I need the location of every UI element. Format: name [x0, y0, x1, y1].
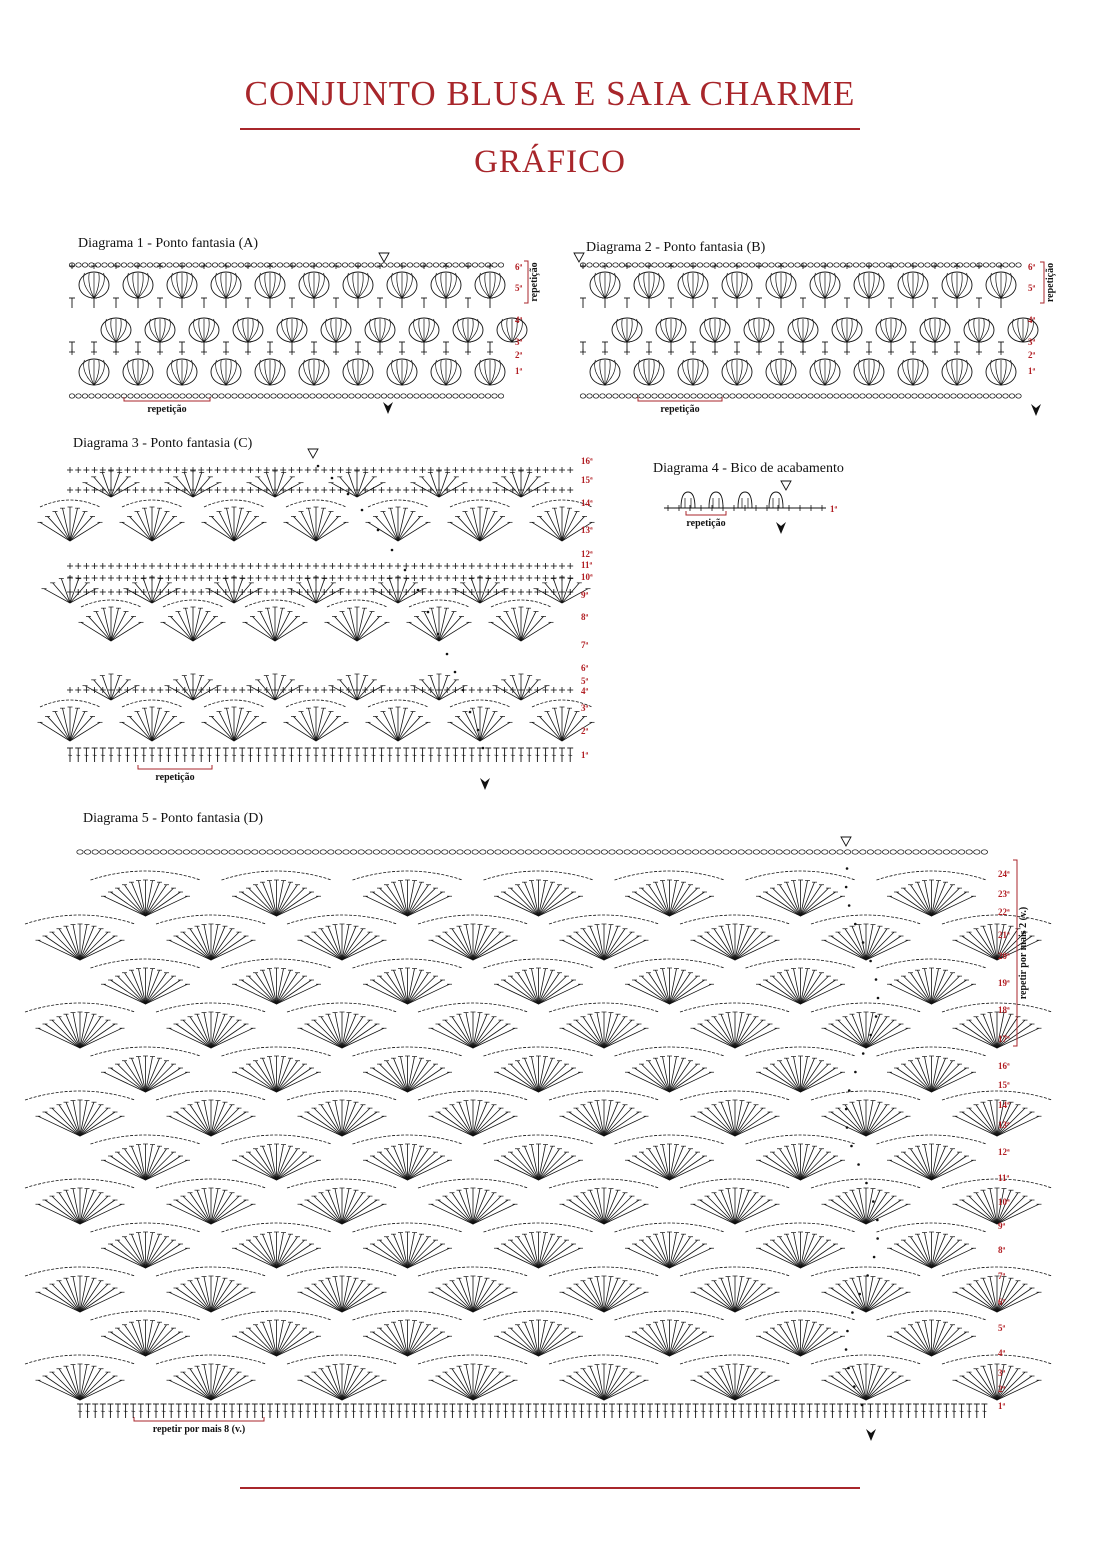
diagram-5-row-label-2: 2ª: [998, 1384, 1006, 1394]
diagram-2: [574, 253, 1056, 416]
diagram-5-label: Diagrama 5 - Ponto fantasia (D): [83, 811, 263, 826]
diagram-4-row-label-1: 1ª: [830, 504, 838, 514]
diagram-3-row-label-1: 1ª: [581, 750, 589, 760]
diagram-1-repeat-side-label: repetição: [529, 262, 540, 302]
diagram-2-row-label-6: 6ª: [1028, 262, 1036, 272]
diagram-5-row-label-20: 20ª: [998, 951, 1010, 961]
end-arrow-icon: [841, 837, 851, 846]
diagram-2-repeat-side-label: repetição: [1045, 262, 1056, 303]
diagram-5-row-label-13: 13ª: [998, 1120, 1010, 1130]
diagram-5-row-label-16: 16ª: [998, 1061, 1010, 1071]
start-arrow-icon: [776, 522, 786, 534]
diagram-5-row-label-14: 14ª: [998, 1100, 1010, 1110]
diagram-5-row-label-5: 5ª: [998, 1323, 1006, 1333]
diagram-5-row-label-7: 7ª: [998, 1271, 1006, 1281]
diagram-5-row-label-10: 10ª: [998, 1197, 1010, 1207]
diagram-2-repeat-bottom-label: repetição: [660, 404, 700, 415]
diagram-1-row-label-4: 4ª: [515, 315, 523, 325]
diagram-3-row-label-15: 15ª: [581, 475, 593, 485]
diagram-3-label: Diagrama 3 - Ponto fantasia (C): [73, 436, 253, 451]
diagram-3-row-label-7: 7ª: [581, 640, 589, 650]
diagram-5-row-label-3: 3ª: [998, 1368, 1006, 1378]
diagram-5-row-label-15: 15ª: [998, 1080, 1010, 1090]
diagram-3-row-label-10: 10ª: [581, 572, 593, 582]
diagram-3-row-label-8: 8ª: [581, 612, 589, 622]
diagram-3-row-label-14: 14ª: [581, 498, 593, 508]
diagram-5-row-label-6: 6ª: [998, 1297, 1006, 1307]
diagram-4: [664, 481, 838, 534]
diagram-5-row-label-22: 22ª: [998, 907, 1010, 917]
diagram-5-row-label-4: 4ª: [998, 1348, 1006, 1358]
diagram-1-row-label-5: 5ª: [515, 283, 523, 293]
diagram-2-row-label-2: 2ª: [1028, 350, 1036, 360]
page-subtitle: GRÁFICO: [474, 144, 626, 180]
end-arrow-icon: [308, 449, 318, 458]
diagram-5-row-label-18: 18ª: [998, 1005, 1010, 1015]
diagram-1-row-label-2: 2ª: [515, 350, 523, 360]
diagram-1-row-label-6: 6ª: [515, 262, 523, 272]
diagram-1-row-label-1: 1ª: [515, 366, 523, 376]
diagram-1-label: Diagrama 1 - Ponto fantasia (A): [78, 236, 258, 251]
diagram-5-row-label-19: 19ª: [998, 978, 1010, 988]
diagram-3-row-label-16: 16ª: [581, 456, 593, 466]
diagram-3-row-label-13: 13ª: [581, 525, 593, 535]
diagram-1: [69, 253, 540, 415]
diagram-3-row-label-12: 12ª: [581, 549, 593, 559]
diagram-4-repeat-bottom-label: repetição: [686, 518, 726, 529]
diagram-5-row-label-23: 23ª: [998, 889, 1010, 899]
start-arrow-icon: [480, 778, 490, 790]
diagram-2-row-label-3: 3ª: [1028, 337, 1036, 347]
start-arrow-icon: [1031, 404, 1041, 416]
diagram-2-row-label-1: 1ª: [1028, 366, 1036, 376]
diagram-1-repeat-bottom-label: repetição: [147, 404, 187, 415]
diagram-5-row-label-8: 8ª: [998, 1245, 1006, 1255]
diagram-5-repeat-side-label: repetir por mais 2 (v.): [1018, 906, 1029, 1000]
end-arrow-icon: [781, 481, 791, 490]
diagram-3-row-label-4: 4ª: [581, 686, 589, 696]
diagram-5-row-label-9: 9ª: [998, 1221, 1006, 1231]
page-title: CONJUNTO BLUSA E SAIA CHARME: [244, 74, 856, 113]
end-arrow-icon: [574, 253, 584, 262]
diagram-3: [38, 449, 595, 790]
diagram-3-row-label-5: 5ª: [581, 676, 589, 686]
diagram-3-row-label-3: 3ª: [581, 703, 589, 713]
diagram-5-row-label-12: 12ª: [998, 1147, 1010, 1157]
diagram-3-row-label-6: 6ª: [581, 663, 589, 673]
diagram-3-repeat-bottom-label: repetição: [155, 772, 195, 783]
diagram-2-label: Diagrama 2 - Ponto fantasia (B): [586, 240, 766, 255]
diagram-3-row-label-2: 2ª: [581, 726, 589, 736]
end-arrow-icon: [379, 253, 389, 262]
diagram-3-row-label-9: 9ª: [581, 590, 589, 600]
diagram-4-label: Diagrama 4 - Bico de acabamento: [653, 461, 844, 476]
diagram-2-row-label-5: 5ª: [1028, 283, 1036, 293]
diagram-5-row-label-17: 17ª: [998, 1034, 1010, 1044]
diagram-5-repeat-bottom-label: repetir por mais 8 (v.): [152, 1424, 246, 1435]
diagram-5-row-label-11: 11ª: [998, 1173, 1010, 1183]
diagram-2-row-label-4: 4ª: [1028, 315, 1036, 325]
diagram-1-row-label-3: 3ª: [515, 337, 523, 347]
start-arrow-icon: [866, 1429, 876, 1441]
start-arrow-icon: [383, 402, 393, 414]
diagram-5-row-label-24: 24ª: [998, 869, 1010, 879]
diagram-3-row-label-11: 11ª: [581, 560, 593, 570]
diagram-5-row-label-1: 1ª: [998, 1401, 1006, 1411]
diagram-5: [25, 837, 1052, 1441]
diagram-5-row-label-21: 21ª: [998, 930, 1010, 940]
